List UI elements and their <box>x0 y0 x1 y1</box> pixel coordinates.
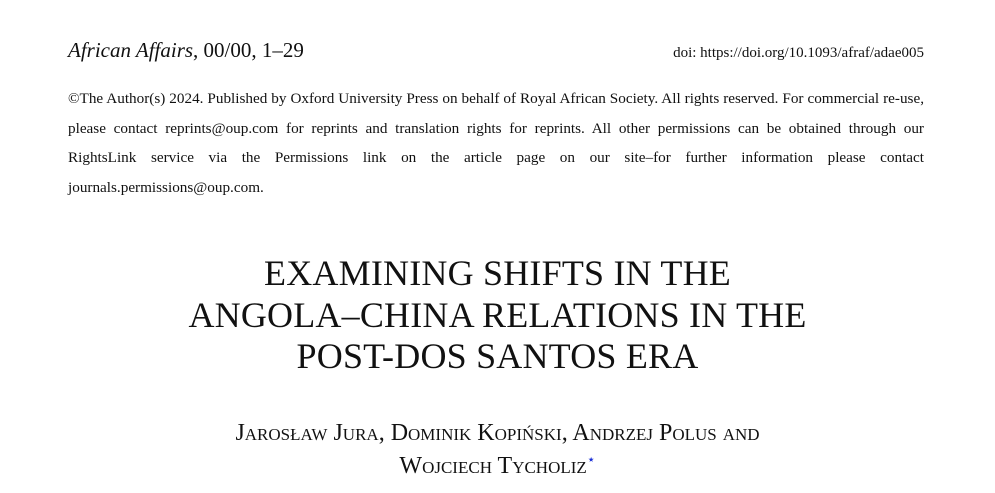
issue-pages: , 00/00, 1–29 <box>193 38 304 62</box>
article-title <box>0 253 995 378</box>
doi-text: doi: https://doi.org/10.1093/afraf/adae005 <box>673 45 924 61</box>
author-list <box>0 417 995 483</box>
title-line-1: EXAMINING SHIFTS IN THE <box>264 253 731 293</box>
footnote-star-icon[interactable]: ⋆ <box>586 453 596 468</box>
author-line-1: Jarosław Jura, Dominik Kopiński, Andrzej Polus and <box>235 420 760 446</box>
title-line-3: POST-DOS SANTOS ERA <box>296 336 699 376</box>
journal-citation <box>68 38 304 63</box>
title-line-2: ANGOLA–CHINA RELATIONS IN THE <box>188 294 807 335</box>
running-header <box>68 38 924 63</box>
author-name-last: Wojciech Tycholiz <box>399 453 587 479</box>
copyright-notice: ©The Author(s) 2024. Published by Oxford University Press on behalf of Royal African Society. All rights reserved. For commercial re-use, please contact reprints@oup.com for reprints and translation rights for reprints. All other permissions can be obtained through our RightsLink service via the Permissions link on the article page on our site–for further information please contact journals.permissions@oup.com. <box>68 90 924 196</box>
author-line-2 <box>0 450 995 483</box>
journal-name: African Affairs <box>68 38 194 62</box>
